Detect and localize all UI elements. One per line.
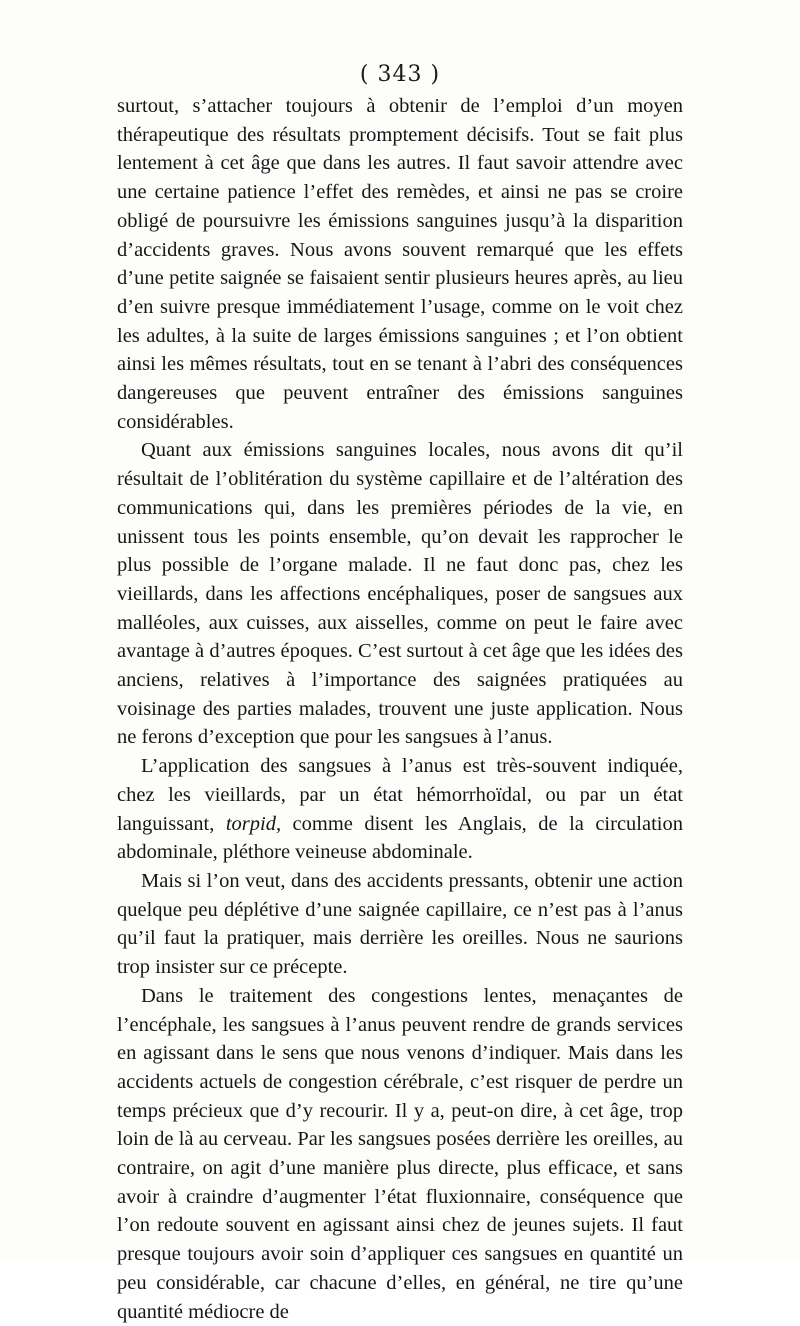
paragraph-4-text: Mais si l’on veut, dans des accidents pressants, obtenir une action quelque peu déplétive d’une saignée capillaire, ce n’est pas à l’anus qu’il faut la pratiquer, mais derrière les oreilles. Nous ne saurions trop insister sur ce précepte. [117, 869, 683, 979]
paragraph-3-text-after: comme disent les Anglais, de la circulation abdominale, pléthore veineuse abdominale. [117, 812, 683, 864]
paragraph-5 [117, 982, 683, 1326]
paragraph-2-text: Quant aux émissions sanguines locales, nous avons dit qu’il résultait de l’oblitération du système capillaire et de l’altération des communications qui, dans les premières périodes de la vie, en unissent tous les points ensemble, qu’on devait les rapprocher le plus possible de l’organe malade. Il ne faut donc pas, chez les vieillards, dans les affections encéphaliques, poser de sangsues aux malléoles, aux cuisses, aux aisselles, comme on peut le faire avec avantage à d’autres époques. C’est surtout à cet âge que les idées des anciens, relatives à l’importance des saignées pratiquées au voisinage des parties malades, trouvent une juste application. Nous ne ferons d’exception que pour les sangsues à l’anus. [117, 439, 683, 749]
paragraph-1 [117, 92, 683, 436]
paragraph-1-text: surtout, s’attacher toujours à obtenir de l’emploi d’un moyen thérapeutique des résultats promptement décisifs. Tout se fait plus lentement à cet âge que dans les autres. Il faut savoir attendre avec une certaine patience l’effet des remèdes, et ainsi ne pas se croire obligé de poursuivre les émissions sanguines jusqu’à la disparition d’accidents graves. Nous avons souvent remarqué que les effets d’une petite saignée se faisaient sentir plusieurs heures après, au lieu d’en suivre presque immédiatement l’usage, comme on le voit chez les adultes, à la suite de larges émissions sanguines ; et l’on obtient ainsi les mêmes résultats, tout en se tenant à l’abri des conséquences dangereuses que peuvent entraîner des émissions sanguines considérables. [117, 95, 683, 433]
paragraph-3-text-before: L’application des sangsues à l’anus est très-souvent indiquée, chez les vieillards, par un état hémorrhoïdal, ou par un état languissant, [117, 755, 683, 835]
paragraph-5-text: Dans le traitement des congestions lentes, menaçantes de l’encéphale, les sangsues à l’anus peuvent rendre de grands services en agissant dans le sens que nous venons d’indiquer. Mais dans les accidents actuels de congestion cérébrale, c’est risquer de perdre un temps précieux que d’y recourir. Il y a, peut-on dire, à cet âge, trop loin de là au cerveau. Par les sangsues posées derrière les oreilles, au contraire, on agit d’une manière plus directe, plus efficace, et sans avoir à craindre d’augmenter l’état fluxionnaire, conséquence que l’on redoute souvent en agissant ainsi chez de jeunes sujets. Il faut presque toujours avoir soin d’appliquer ces sangsues en quantité un peu considérable, car chacune d’elles, en général, ne tire qu’une quantité médiocre de [117, 984, 683, 1323]
paragraph-4 [117, 867, 683, 982]
body-text [117, 92, 683, 1326]
paragraph-3-italic-term: torpid, [225, 812, 282, 835]
page-number: ( 343 ) [359, 62, 441, 87]
paragraph-3 [117, 752, 683, 867]
paragraph-2 [117, 436, 683, 752]
